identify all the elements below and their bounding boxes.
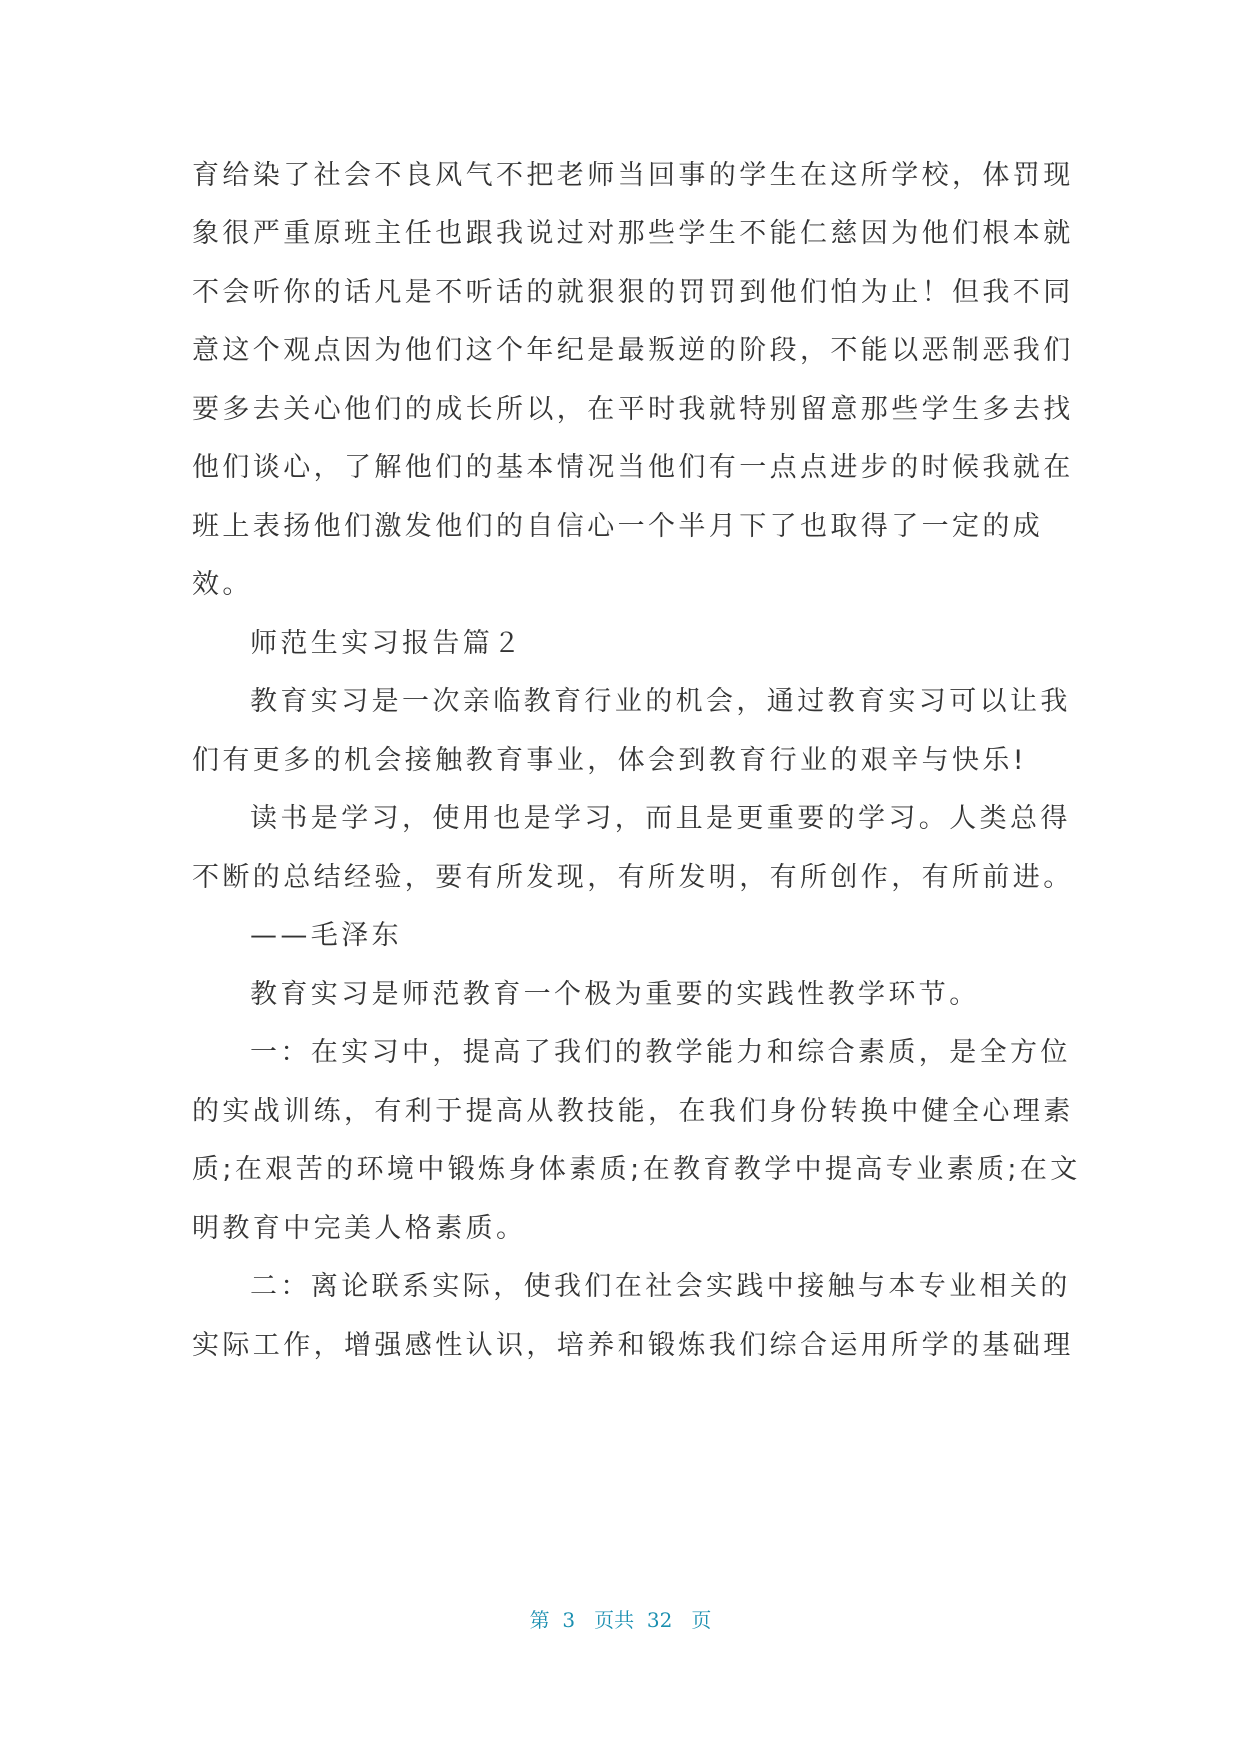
body-line: 教育实习是一次亲临教育行业的机会，通过教育实习可以让我	[250, 686, 1071, 717]
body-line: 育给染了社会不良风气不把老师当回事的学生在这所学校，体罚现	[192, 160, 1074, 191]
section-heading: 师范生实习报告篇２	[250, 628, 524, 659]
body-line: 明教育中完美人格素质。	[192, 1213, 527, 1244]
body-line: 班上表扬他们激发他们的自信心一个半月下了也取得了一定的成	[192, 511, 1044, 542]
body-line: 二：离论联系实际，使我们在社会实践中接触与本专业相关的	[250, 1271, 1071, 1302]
body-line: 象很严重原班主任也跟我说过对那些学生不能仁慈因为他们根本就	[192, 218, 1074, 249]
body-line: 教育实习是师范教育一个极为重要的实践性教学环节。	[250, 979, 980, 1010]
body-line: 们有更多的机会接触教育事业，体会到教育行业的艰辛与快乐!	[192, 745, 1028, 776]
body-line: 质;在艰苦的环境中锻炼身体素质;在教育教学中提高专业素质;在文	[192, 1154, 1081, 1185]
body-line: 实际工作，增强感性认识，培养和锻炼我们综合运用所学的基础理	[192, 1330, 1074, 1361]
body-line: 要多去关心他们的成长所以，在平时我就特别留意那些学生多去找	[192, 394, 1074, 425]
quote-line: 读书是学习，使用也是学习，而且是更重要的学习。人类总得	[250, 803, 1071, 834]
quote-attribution: ——毛泽东	[250, 920, 402, 951]
body-line: 意这个观点因为他们这个年纪是最叛逆的阶段，不能以恶制恶我们	[192, 335, 1074, 366]
body-line: 他们谈心，了解他们的基本情况当他们有一点点进步的时候我就在	[192, 452, 1074, 483]
body-line: 效。	[192, 569, 253, 600]
body-line: 的实战训练，有利于提高从教技能，在我们身份转换中健全心理素	[192, 1096, 1074, 1127]
quote-line: 不断的总结经验，要有所发现，有所发明，有所创作，有所前进。	[192, 862, 1074, 893]
body-line: 不会听你的话凡是不听话的就狠狠的罚罚到他们怕为止！但我不同	[192, 277, 1074, 308]
page-footer: 第 3 页共 32 页	[529, 1608, 712, 1632]
body-line: 一：在实习中，提高了我们的教学能力和综合素质，是全方位	[250, 1037, 1071, 1068]
